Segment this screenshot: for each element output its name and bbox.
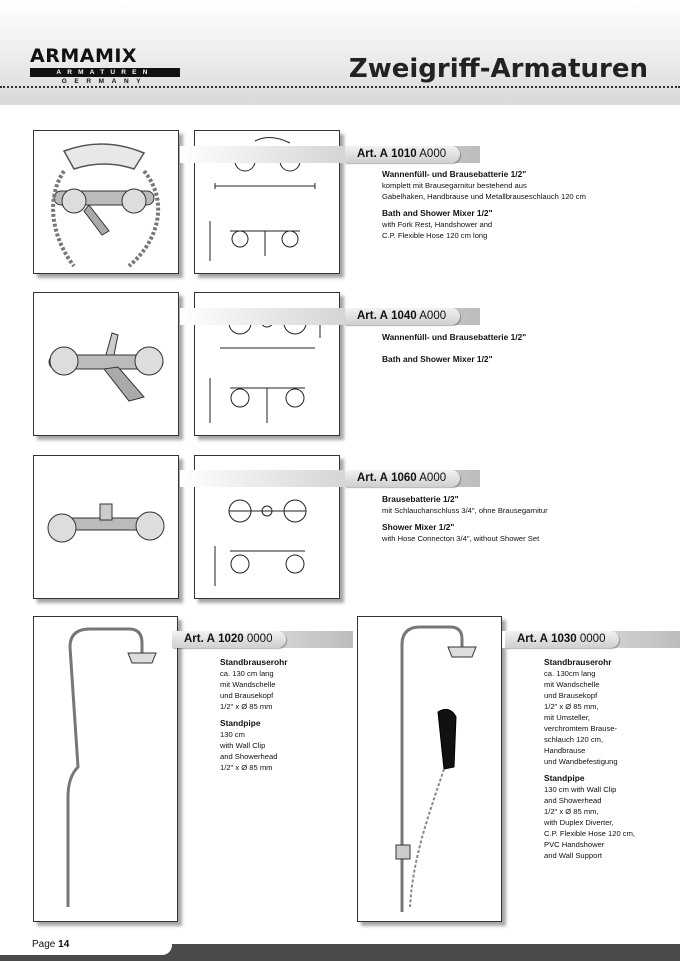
de-line: Gabelhaken, Handbrause und Metallbrauseschlauch 120 cm — [382, 192, 586, 201]
de-line: komplett mit Brausegarnitur bestehend aus — [382, 181, 527, 190]
product-desc-1040 — [382, 331, 672, 365]
en-line: and Showerhead — [220, 752, 278, 761]
armamix-logo — [30, 47, 180, 85]
de-line: ca. 130 cm lang — [220, 669, 274, 678]
article-number: 1020 — [218, 633, 244, 645]
en-line: 130 cm with Wall Clip — [544, 785, 617, 794]
en-line: and Wall Support — [544, 851, 602, 860]
article-tab-1020 — [172, 631, 286, 648]
article-tab-1060 — [345, 470, 460, 487]
en-line: C.P. Flexible Hose 120 cm, — [544, 829, 636, 838]
en-title: Standpipe — [220, 718, 261, 728]
product-photo-1040 — [33, 292, 179, 436]
de-line: und Wandbefestigung — [544, 757, 618, 766]
page-number — [32, 939, 69, 950]
logo-country: GERMANY — [61, 78, 149, 85]
article-number: 1040 — [391, 310, 417, 322]
de-line: 1/2" x Ø 85 mm — [220, 702, 273, 711]
de-line: mit Wandschelle — [544, 680, 600, 689]
product-photo-1010 — [33, 130, 179, 274]
de-line: mit Umsteller, — [544, 713, 590, 722]
de-title: Standbrauserohr — [220, 657, 288, 667]
article-number: 1060 — [391, 472, 417, 484]
product-desc-1020 — [220, 656, 350, 773]
article-number: 1030 — [551, 633, 577, 645]
en-line: with Duplex Diverter, — [544, 818, 614, 827]
de-title: Standbrauserohr — [544, 657, 612, 667]
de-line: ca. 130cm lang — [544, 669, 596, 678]
article-prefix: Art. A — [357, 148, 388, 160]
en-line: with Wall Clip — [220, 741, 266, 750]
article-suffix: 0000 — [246, 633, 273, 645]
article-suffix: A000 — [419, 472, 447, 484]
en-line: PVC Handshower — [544, 840, 605, 849]
article-prefix: Art. A — [184, 633, 215, 645]
en-title: Shower Mixer 1/2" — [382, 522, 455, 532]
article-number: 1010 — [391, 148, 417, 160]
article-suffix: A000 — [419, 148, 447, 160]
en-line: C.P. Flexible Hose 120 cm long — [382, 231, 488, 240]
standpipe-shower-illustration — [358, 617, 501, 921]
bath-mixer-illustration — [34, 293, 178, 435]
product-desc-1010 — [382, 168, 672, 241]
de-title: Wannenfüll- und Brausebatterie 1/2" — [382, 169, 527, 179]
article-prefix: Art. A — [517, 633, 548, 645]
en-title: Bath and Shower Mixer 1/2" — [382, 208, 493, 218]
en-line: and Showerhead — [544, 796, 602, 805]
product-desc-1060 — [382, 493, 672, 544]
de-line: mit Wandschelle — [220, 680, 276, 689]
en-title: Standpipe — [544, 773, 585, 783]
logo-subtitle: ARMATUREN — [30, 68, 180, 77]
header-divider — [0, 86, 680, 88]
en-line: with Fork Rest, Handshower and — [382, 220, 493, 229]
shower-mixer-illustration — [34, 456, 178, 598]
product-photo-1060 — [33, 455, 179, 599]
standpipe-illustration — [34, 617, 177, 921]
de-line: und Brausekopf — [220, 691, 274, 700]
article-prefix: Art. A — [357, 472, 388, 484]
page-number-value: 14 — [58, 939, 70, 950]
de-title: Brausebatterie 1/2" — [382, 494, 459, 504]
de-title: Wannenfüll- und Brausebatterie 1/2" — [382, 332, 527, 342]
product-photo-1030 — [357, 616, 502, 922]
en-line: 1/2" x Ø 85 mm, — [544, 807, 599, 816]
en-line: 1/2" x Ø 85 mm — [220, 763, 273, 772]
page-header — [0, 0, 680, 105]
de-line: mit Schlauchanschluss 3/4", ohne Brausegarnitur — [382, 506, 548, 515]
product-desc-1030 — [544, 656, 676, 861]
en-line: 130 cm — [220, 730, 245, 739]
article-tab-1030 — [505, 631, 619, 648]
de-line: verchromtem Brause- — [544, 724, 618, 733]
logo-wordmark: ARMAMIX — [30, 45, 138, 67]
bath-mixer-illustration — [34, 131, 178, 273]
en-title: Bath and Shower Mixer 1/2" — [382, 354, 493, 364]
article-suffix: 0000 — [579, 633, 606, 645]
page-title: Zweigriff-Armaturen — [348, 54, 648, 84]
article-prefix: Art. A — [357, 310, 388, 322]
de-line: Handbrause — [544, 746, 586, 755]
article-suffix: A000 — [419, 310, 447, 322]
article-tab-1010 — [345, 146, 460, 163]
page-label: Page — [32, 939, 56, 950]
footer-page-tab — [0, 935, 172, 955]
article-tab-1040 — [345, 308, 460, 325]
product-photo-1020 — [33, 616, 178, 922]
en-line: with Hose Connecton 3/4", without Shower Set — [382, 534, 540, 543]
de-line: schlauch 120 cm, — [544, 735, 604, 744]
de-line: und Brausekopf — [544, 691, 598, 700]
de-line: 1/2" x Ø 85 mm, — [544, 702, 599, 711]
